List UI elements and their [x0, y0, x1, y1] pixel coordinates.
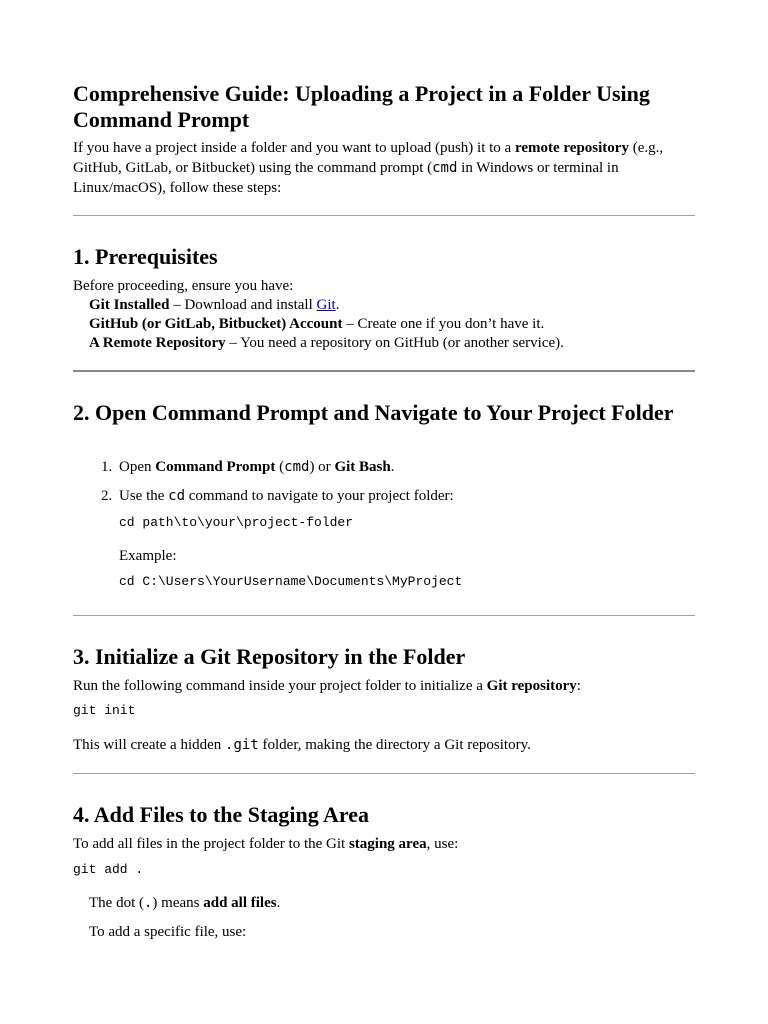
step-text: command to navigate to your project folder: [185, 488, 454, 504]
init-inline-code: .git [225, 737, 259, 753]
step-item [73, 487, 695, 506]
prereq-item-title: Git Installed [89, 297, 170, 313]
prereq-item-title: A Remote Repository [89, 335, 226, 351]
staging-note-text: The dot ( [89, 895, 144, 911]
section-heading-staging-area: 4. Add Files to the Staging Area [73, 802, 370, 827]
prereq-item-title: GitHub (or GitLab, Bitbucket) Account [89, 316, 343, 332]
staging-bold: staging area [348, 836, 427, 852]
prereq-item-text: – You need a repository on GitHub (or another service). [225, 335, 564, 351]
prereq-item-text: . [335, 297, 340, 313]
step-number: 1. [101, 459, 113, 475]
prereq-item [89, 315, 544, 334]
init-result-text: folder, making the directory a Git repository. [258, 737, 531, 753]
init-result-text: This will create a hidden [73, 737, 226, 753]
step-text: ( [275, 459, 285, 475]
code-block-cd-path: cd path\to\your\project-folder [119, 515, 354, 530]
code-block-cd-example: cd C:\Users\YourUsername\Documents\MyProject [119, 574, 463, 589]
code-block-git-init: git init [73, 703, 136, 718]
step-item [73, 458, 695, 477]
step-bold: Command Prompt [155, 459, 276, 475]
staging-instructions [73, 835, 695, 854]
staging-text: To add all files in the project folder to the Git [73, 836, 349, 852]
intro-bold-term: remote repository [514, 140, 629, 156]
intro-inline-code: cmd [432, 160, 458, 176]
intro-text: If you have a project inside a folder and you want to upload (push) it to a [73, 140, 515, 156]
step-text: ) or [309, 459, 335, 475]
init-text: Run the following command inside your project folder to initialize a [73, 678, 487, 694]
intro-text: in Windows or terminal in Linux/macOS), follow these steps: [73, 160, 619, 196]
prereq-lead: Before proceeding, ensure you have: [73, 278, 294, 294]
intro-text: (e.g., GitHub, GitLab, or Bitbucket) using the command prompt ( [73, 140, 664, 176]
intro-paragraph [73, 138, 695, 198]
section-divider [73, 615, 695, 616]
staging-text: , use: [426, 836, 459, 852]
step-text: Use the [119, 488, 169, 504]
staging-note-text: ) means [152, 895, 204, 911]
prereq-item-text: – Download and install [169, 297, 317, 313]
section-heading-initialize-repo: 3. Initialize a Git Repository in the Folder [73, 644, 466, 669]
init-result [73, 736, 695, 755]
page-title: Comprehensive Guide: Uploading a Project in a Folder Using Command Prompt [73, 81, 650, 132]
step-text: . [390, 459, 395, 475]
step-text: Open [119, 459, 156, 475]
section-heading-prerequisites: 1. Prerequisites [73, 244, 218, 269]
init-instructions [73, 677, 695, 696]
init-text: : [576, 678, 581, 694]
code-block-git-add: git add . [73, 862, 144, 877]
staging-note-specific: To add a specific file, use: [89, 924, 247, 940]
prereq-item [89, 296, 339, 315]
step-number: 2. [101, 488, 113, 504]
staging-note-bold: add all files [203, 895, 277, 911]
section-divider [73, 215, 695, 216]
staging-note [89, 894, 280, 913]
staging-inline-code: . [143, 895, 153, 911]
git-download-link[interactable]: Git [316, 297, 336, 313]
init-bold: Git repository [486, 678, 577, 694]
step-bold: Git Bash [334, 459, 391, 475]
section-divider [73, 370, 695, 372]
step-inline-code: cmd [284, 459, 310, 475]
example-label: Example: [119, 548, 177, 564]
prereq-item [89, 334, 564, 353]
step-inline-code: cd [168, 488, 186, 504]
prereq-item-text: – Create one if you don’t have it. [342, 316, 545, 332]
section-divider [73, 773, 695, 774]
staging-note-text: . [276, 895, 281, 911]
section-heading-open-command-prompt: 2. Open Command Prompt and Navigate to Your Project Folder [73, 400, 674, 425]
